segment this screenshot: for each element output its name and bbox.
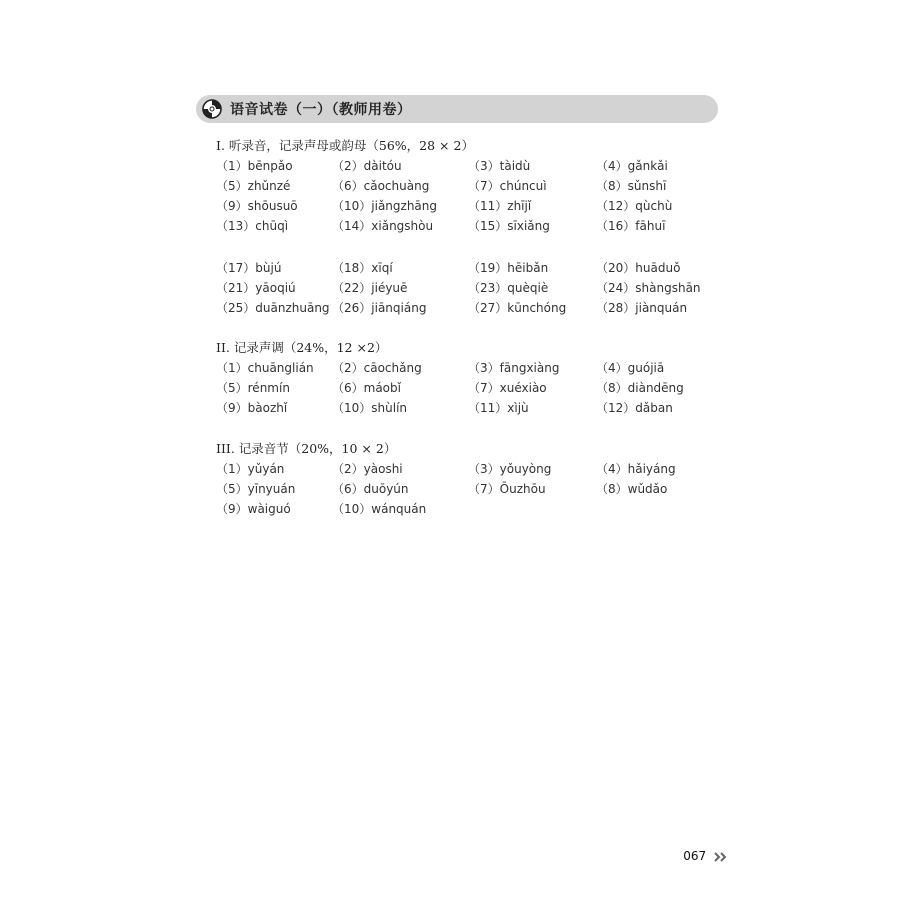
answer-item bbox=[596, 398, 673, 418]
answer-row bbox=[216, 499, 736, 519]
item-pinyin: huāduǒ bbox=[635, 261, 681, 275]
item-number: （11） bbox=[468, 401, 508, 415]
item-pinyin: cǎochuàng bbox=[363, 179, 430, 193]
answer-row bbox=[216, 196, 736, 216]
answer-item bbox=[468, 398, 529, 418]
section-header-bar bbox=[196, 95, 718, 123]
cd-icon bbox=[202, 99, 222, 119]
item-pinyin: yǒuyòng bbox=[499, 462, 552, 476]
page-title: 语音试卷（一）（教师用卷） bbox=[230, 102, 412, 118]
item-pinyin: chúncuì bbox=[499, 179, 547, 193]
item-pinyin: rénmín bbox=[247, 381, 290, 395]
answer-item bbox=[332, 298, 426, 318]
item-number: （4） bbox=[596, 462, 628, 476]
answer-item bbox=[332, 398, 407, 418]
answer-item bbox=[596, 298, 687, 318]
answer-item bbox=[468, 358, 559, 378]
item-number: （12） bbox=[596, 401, 636, 415]
item-pinyin: bàozhǐ bbox=[247, 401, 288, 415]
item-pinyin: yǔyán bbox=[247, 462, 285, 476]
answer-item bbox=[216, 398, 287, 418]
item-number: （5） bbox=[216, 482, 248, 496]
item-pinyin: gǎnkǎi bbox=[627, 159, 668, 173]
item-pinyin: hēibǎn bbox=[507, 261, 549, 275]
item-pinyin: jiǎngzhāng bbox=[371, 199, 438, 213]
answer-item bbox=[332, 156, 402, 176]
item-number: （24） bbox=[596, 281, 636, 295]
item-pinyin: cāochǎng bbox=[363, 361, 422, 375]
answer-row bbox=[216, 258, 736, 278]
item-pinyin: wàiguó bbox=[247, 502, 291, 516]
answer-item bbox=[596, 278, 701, 298]
answer-item bbox=[596, 258, 680, 278]
item-pinyin: xīqí bbox=[371, 261, 393, 275]
answer-row bbox=[216, 176, 736, 196]
item-number: （9） bbox=[216, 502, 248, 516]
item-pinyin: dàitóu bbox=[363, 159, 402, 173]
answer-item bbox=[332, 499, 426, 519]
item-number: （20） bbox=[596, 261, 636, 275]
item-pinyin: yāoqiú bbox=[255, 281, 296, 295]
item-number: （4） bbox=[596, 159, 628, 173]
answer-item bbox=[468, 156, 530, 176]
answer-item bbox=[468, 216, 550, 236]
item-grid bbox=[216, 156, 736, 236]
item-pinyin: diàndēng bbox=[627, 381, 684, 395]
section-record-syllables bbox=[216, 439, 736, 519]
answer-item bbox=[216, 499, 291, 519]
item-grid bbox=[216, 358, 736, 418]
item-number: （6） bbox=[332, 482, 364, 496]
item-number: （19） bbox=[468, 261, 508, 275]
answer-row bbox=[216, 278, 736, 298]
item-number: （15） bbox=[468, 219, 508, 233]
item-number: （16） bbox=[596, 219, 636, 233]
answer-item bbox=[468, 378, 547, 398]
item-number: （1） bbox=[216, 361, 248, 375]
item-number: （4） bbox=[596, 361, 628, 375]
item-number: （1） bbox=[216, 159, 248, 173]
item-number: （21） bbox=[216, 281, 256, 295]
item-number: （8） bbox=[596, 179, 628, 193]
answer-item bbox=[468, 176, 547, 196]
section-title: II. 记录声调（24%，12 ×2） bbox=[216, 340, 388, 355]
answer-item bbox=[332, 378, 401, 398]
item-number: （6） bbox=[332, 179, 364, 193]
item-pinyin: dǎban bbox=[635, 401, 673, 415]
item-number: （2） bbox=[332, 462, 364, 476]
item-grid bbox=[216, 258, 736, 318]
item-pinyin: bùjú bbox=[255, 261, 282, 275]
item-pinyin: shùlín bbox=[371, 401, 408, 415]
answer-item bbox=[216, 258, 281, 278]
answer-row bbox=[216, 358, 736, 378]
section-title: III. 记录音节（20%，10 × 2） bbox=[216, 441, 397, 456]
item-number: （17） bbox=[216, 261, 256, 275]
item-pinyin: tàidù bbox=[499, 159, 531, 173]
item-number: （5） bbox=[216, 381, 248, 395]
answer-item bbox=[596, 176, 666, 196]
item-number: （27） bbox=[468, 301, 508, 315]
item-pinyin: máobǐ bbox=[363, 381, 401, 395]
answer-item bbox=[596, 459, 676, 479]
answer-item bbox=[468, 459, 551, 479]
answer-item bbox=[596, 156, 668, 176]
item-pinyin: Ōuzhōu bbox=[499, 482, 546, 496]
answer-item bbox=[216, 378, 290, 398]
item-pinyin: yīnyuán bbox=[247, 482, 296, 496]
page-number: 067 bbox=[683, 849, 707, 863]
answer-item bbox=[596, 378, 684, 398]
item-pinyin: duōyún bbox=[363, 482, 409, 496]
answer-row bbox=[216, 459, 736, 479]
answer-item bbox=[216, 156, 293, 176]
item-number: （3） bbox=[468, 159, 500, 173]
item-number: （25） bbox=[216, 301, 256, 315]
item-number: （3） bbox=[468, 462, 500, 476]
item-pinyin: jiànquán bbox=[635, 301, 688, 315]
item-number: （8） bbox=[596, 482, 628, 496]
answer-item bbox=[216, 298, 330, 318]
answer-item bbox=[216, 459, 284, 479]
item-number: （10） bbox=[332, 401, 372, 415]
item-pinyin: kūnchóng bbox=[507, 301, 567, 315]
item-number: （2） bbox=[332, 361, 364, 375]
item-number: （9） bbox=[216, 401, 248, 415]
answer-row bbox=[216, 298, 736, 318]
answer-item bbox=[332, 278, 407, 298]
answer-item bbox=[596, 196, 672, 216]
item-number: （12） bbox=[596, 199, 636, 213]
item-pinyin: zhǔnzé bbox=[247, 179, 291, 193]
section-title: I. 听录音，记录声母或韵母（56%，28 × 2） bbox=[216, 138, 474, 153]
section-record-tones bbox=[216, 338, 736, 418]
answer-item bbox=[332, 479, 409, 499]
item-pinyin: quèqiè bbox=[507, 281, 549, 295]
answer-item bbox=[216, 479, 295, 499]
item-number: （2） bbox=[332, 159, 364, 173]
item-number: （7） bbox=[468, 179, 500, 193]
answer-item bbox=[468, 258, 548, 278]
answer-item bbox=[216, 278, 296, 298]
item-number: （13） bbox=[216, 219, 256, 233]
item-number: （18） bbox=[332, 261, 372, 275]
item-pinyin: wǔdǎo bbox=[627, 482, 668, 496]
item-pinyin: zhījǐ bbox=[507, 199, 532, 213]
answer-item bbox=[596, 358, 664, 378]
item-pinyin: qùchù bbox=[635, 199, 673, 213]
item-pinyin: hǎiyáng bbox=[627, 462, 676, 476]
answer-item bbox=[216, 176, 290, 196]
item-grid bbox=[216, 459, 736, 519]
answer-row bbox=[216, 156, 736, 176]
answer-item bbox=[332, 459, 403, 479]
item-pinyin: sīxiǎng bbox=[507, 219, 550, 233]
answer-item bbox=[216, 358, 314, 378]
answer-item bbox=[332, 216, 433, 236]
item-number: （7） bbox=[468, 381, 500, 395]
item-pinyin: chūqì bbox=[255, 219, 289, 233]
answer-item bbox=[596, 216, 665, 236]
item-number: （10） bbox=[332, 502, 372, 516]
item-pinyin: xuéxiào bbox=[499, 381, 547, 395]
item-pinyin: wánquán bbox=[371, 502, 427, 516]
item-pinyin: xìjù bbox=[507, 401, 529, 415]
item-number: （14） bbox=[332, 219, 372, 233]
item-pinyin: shàngshān bbox=[635, 281, 701, 295]
answer-row bbox=[216, 378, 736, 398]
answer-item bbox=[468, 479, 546, 499]
item-number: （10） bbox=[332, 199, 372, 213]
answer-item bbox=[332, 358, 422, 378]
section-listen-initials-finals-continued bbox=[216, 258, 736, 318]
item-pinyin: chuānglián bbox=[247, 361, 314, 375]
page-footer bbox=[683, 849, 730, 863]
answer-item bbox=[468, 278, 548, 298]
item-pinyin: fāngxiàng bbox=[499, 361, 560, 375]
answer-item bbox=[596, 479, 667, 499]
answer-item bbox=[468, 196, 531, 216]
answer-row bbox=[216, 398, 736, 418]
section-listen-initials-finals bbox=[216, 136, 736, 236]
answer-item bbox=[332, 176, 429, 196]
answer-row bbox=[216, 479, 736, 499]
item-number: （23） bbox=[468, 281, 508, 295]
item-number: （1） bbox=[216, 462, 248, 476]
item-number: （26） bbox=[332, 301, 372, 315]
item-pinyin: fāhuī bbox=[635, 219, 666, 233]
double-chevron-right-icon bbox=[714, 852, 730, 862]
item-pinyin: duānzhuāng bbox=[255, 301, 330, 315]
answer-item bbox=[216, 196, 298, 216]
answer-row bbox=[216, 216, 736, 236]
item-pinyin: bēnpǎo bbox=[247, 159, 293, 173]
item-pinyin: shōusuō bbox=[247, 199, 298, 213]
answer-item bbox=[332, 196, 437, 216]
item-number: （6） bbox=[332, 381, 364, 395]
answer-item bbox=[216, 216, 288, 236]
answer-item bbox=[468, 298, 566, 318]
item-pinyin: yàoshi bbox=[363, 462, 403, 476]
item-number: （9） bbox=[216, 199, 248, 213]
item-number: （22） bbox=[332, 281, 372, 295]
item-number: （5） bbox=[216, 179, 248, 193]
item-pinyin: jiéyuē bbox=[371, 281, 408, 295]
item-pinyin: xiǎngshòu bbox=[371, 219, 434, 233]
item-pinyin: jiānqiáng bbox=[371, 301, 427, 315]
answer-item bbox=[332, 258, 393, 278]
item-number: （28） bbox=[596, 301, 636, 315]
item-number: （3） bbox=[468, 361, 500, 375]
item-pinyin: guójiā bbox=[627, 361, 665, 375]
item-number: （8） bbox=[596, 381, 628, 395]
item-number: （7） bbox=[468, 482, 500, 496]
item-pinyin: sǔnshī bbox=[627, 179, 667, 193]
item-number: （11） bbox=[468, 199, 508, 213]
